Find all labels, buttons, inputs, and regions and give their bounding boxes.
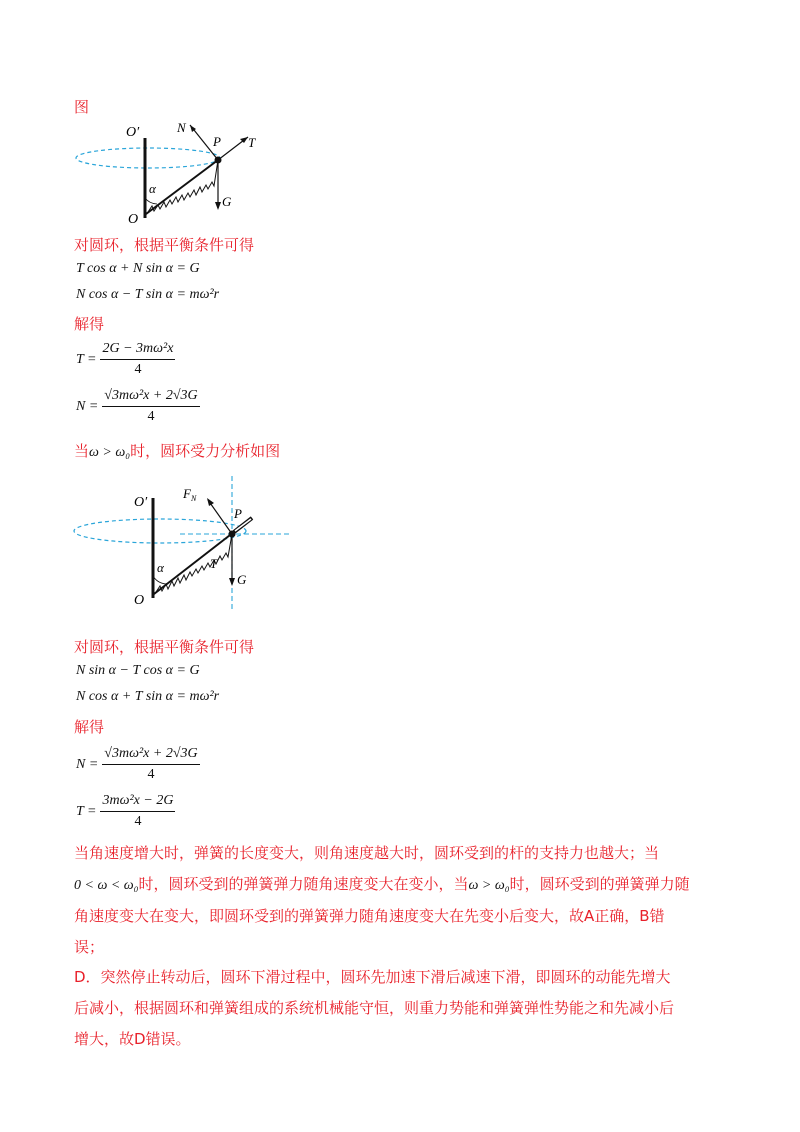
- label-P-1: P: [213, 134, 221, 149]
- angle-arc-1: [145, 198, 157, 204]
- conclusion-paragraph: [74, 838, 734, 963]
- label-O-1: O: [128, 212, 139, 225]
- label-FN-2: $F_N$: [183, 486, 197, 503]
- label-alpha-1: α: [149, 181, 156, 196]
- label-O-prime-1: O′: [126, 125, 140, 140]
- conclusion-line1: 当角速度增大时，弹簧的长度变大，则角速度越大时，圆环受到的杆的支持力也越大；当: [74, 844, 660, 862]
- option-d-line2: 后减小，根据圆环和弹簧组成的系统机械能守恒，则重力势能和弹簧弹性势能之和先减小后: [74, 999, 675, 1017]
- conclusion-cond-b: ω > ω₀: [468, 878, 510, 893]
- force-diagram-1: [70, 120, 270, 225]
- section2-sol-T: [76, 793, 175, 830]
- sol2-T-lhs: T =: [76, 803, 97, 819]
- sol-N-num: √3mω²x + 2√3G: [102, 388, 199, 407]
- when-suffix: 时，圆环受力分析如图: [130, 442, 281, 460]
- angle-arc-2: [153, 576, 166, 584]
- section1-eq2: N cos α − T sin α = mω²r: [76, 287, 220, 302]
- sol-N-den: 4: [147, 409, 155, 424]
- figure-heading: 图: [74, 98, 90, 116]
- when-prefix: 当: [74, 442, 90, 460]
- when-line: [74, 440, 280, 461]
- section1-solve: 解得: [74, 315, 105, 333]
- sol2-T-num: 3mω²x − 2G: [100, 793, 175, 812]
- when-cond: ω > ω₀: [89, 445, 131, 460]
- option-d-line1: D．突然停止转动后，圆环下滑过程中，圆环先加速下滑后减速下滑，即圆环的动能先增大: [74, 968, 671, 986]
- sol-N-lhs: N =: [76, 398, 99, 414]
- section1-intro: 对圆环，根据平衡条件可得: [74, 236, 255, 254]
- conclusion-cond-a: 0 < ω < ω₀: [74, 878, 139, 893]
- option-d-paragraph: [74, 962, 734, 1055]
- label-P-2: P: [234, 506, 242, 521]
- rotation-ellipse-1: [76, 148, 220, 168]
- label-G-1: G: [222, 194, 232, 209]
- label-N-1: N: [177, 120, 186, 135]
- section2-solve: 解得: [74, 718, 105, 736]
- section1-eq1: T cos α + N sin α = G: [76, 261, 200, 276]
- label-T-2: T: [210, 556, 218, 571]
- sol-T-lhs: T =: [76, 351, 97, 367]
- sol-T-den: 4: [134, 362, 142, 377]
- section1-sol-T: [76, 341, 175, 378]
- conclusion-line4: 误；: [74, 938, 105, 956]
- label-O-prime-2: O′: [134, 495, 148, 510]
- label-T-1: T: [248, 135, 256, 150]
- sol2-N-num: √3mω²x + 2√3G: [102, 746, 199, 765]
- section2-sol-N: [76, 746, 200, 783]
- section1-sol-N: [76, 388, 200, 425]
- conclusion-line2a: 时，圆环受到的弹簧弹力随角速度变大在变小，当: [138, 875, 469, 893]
- sol2-T-den: 4: [134, 814, 142, 829]
- rotation-ellipse-2: [74, 519, 246, 543]
- section2-eq2: N cos α + T sin α = mω²r: [76, 689, 220, 704]
- option-d-line3: 增大，故D错误。: [74, 1030, 191, 1048]
- conclusion-line3: 角速度变大在变大，即圆环受到的弹簧弹力随角速度变大在先变小后变大，故A正确，B错: [74, 907, 665, 925]
- sol2-N-lhs: N =: [76, 756, 99, 772]
- arrow-FN-2: [208, 500, 232, 534]
- conclusion-line2b: 时，圆环受到的弹簧弹力随: [509, 875, 690, 893]
- section2-intro: 对圆环，根据平衡条件可得: [74, 638, 255, 656]
- sol-T-num: 2G − 3mω²x: [100, 341, 175, 360]
- label-G-2: G: [237, 572, 247, 587]
- label-alpha-2: α: [157, 560, 164, 575]
- sol2-N-den: 4: [147, 767, 155, 782]
- force-diagram-2: [70, 476, 300, 611]
- section2-eq1: N sin α − T cos α = G: [76, 663, 200, 678]
- conclusion-line2: [74, 869, 734, 901]
- label-O-2: O: [134, 593, 145, 608]
